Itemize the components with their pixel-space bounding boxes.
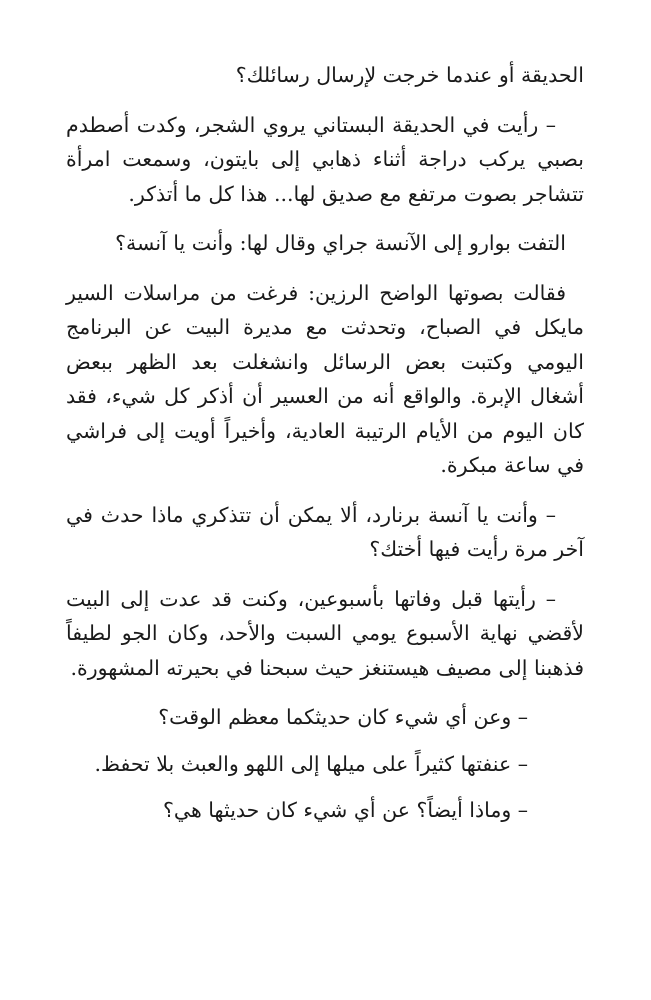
paragraph-5: – وأنت يا آنسة برنارد، ألا يمكن أن تتذكري ماذا حدث في آخر مرة رأيت فيها أختك؟ <box>66 502 584 561</box>
paragraph-7: – وعن أي شيء كان حديثكما معظم الوقت؟ <box>158 705 528 729</box>
paragraph-3: التفت بوارو إلى الآنسة جراي وقال لها: وأنت يا آنسة؟ <box>115 231 566 255</box>
paragraph-1: الحديقة أو عندما خرجت لإرسال رسائلك؟ <box>235 63 584 87</box>
paragraph-9: – وماذا أيضاً؟ عن أي شيء كان حديثها هي؟ <box>163 798 528 822</box>
paragraph-2: – رأيت في الحديقة البستاني يروي الشجر، وكدت أصطدم بصبي يركب دراجة أثناء ذهابي إلى بايتون، وسمعت امرأة تتشاجر بصوت مرتفع مع صديق لها... هذا كل ما أتذكر. <box>66 112 584 206</box>
book-page <box>66 58 584 840</box>
paragraph-4: فقالت بصوتها الواضح الرزين: فرغت من مراسلات السير مايكل في الصباح، وتحدثت مع مديرة البيت عن البرنامج اليومي وكتبت بعض الرسائل وانشغلت بعد الظهر ببعض أشغال الإبرة. والواقع أنه من العسير أن أذكر كل شيء، فقد كان اليوم من الأيام الرتيبة العادية، وأخيراً أويت إلى فراشي في ساعة مبكرة. <box>66 280 584 477</box>
paragraph-8: – عنفتها كثيراً على ميلها إلى اللهو والعبث بلا تحفظ. <box>94 751 528 776</box>
paragraph-6: – رأيتها قبل وفاتها بأسبوعين، وكنت قد عدت إلى البيت لأقضي نهاية الأسبوع يومي السبت والأحد، وكان الجو لطيفاً فذهبنا إلى مصيف هيستنغز حيث سبحنا في بحيرته المشهورة. <box>66 586 584 680</box>
